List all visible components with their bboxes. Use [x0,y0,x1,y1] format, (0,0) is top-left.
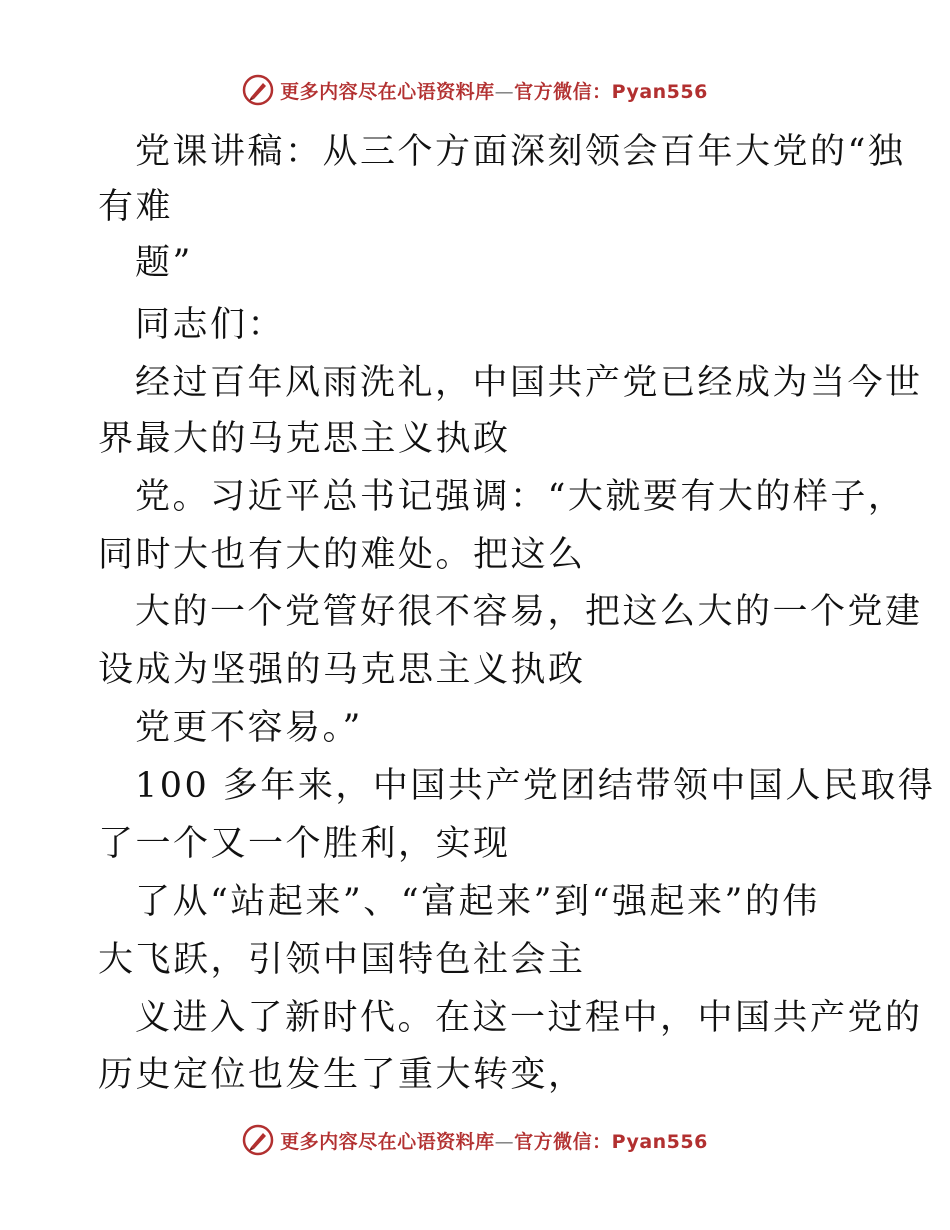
paragraph-line: 大飞跃，引领中国特色社会主 [98,940,586,980]
watermark-wechat-id: Pyan556 [611,1130,708,1153]
footer-watermark [0,1120,950,1160]
paragraph-line: 义进入了新时代。在这一过程中，中国共产党的 [135,998,923,1038]
watermark-wechat-label: 官方微信： [514,1130,612,1153]
salutation: 同志们： [135,305,286,345]
watermark-text [280,77,708,104]
watermark-title: 更多内容尽在心语资料库 [280,80,495,103]
watermark-separator: — [494,1130,515,1153]
paragraph-line: 经过百年风雨洗礼，中国共产党已经成为当今世 [135,363,923,403]
pen-seal-icon [242,1124,274,1156]
document-title-line-2: 有难 [98,187,174,227]
paragraph-line: 设成为坚强的马克思主义执政 [98,650,586,690]
pen-seal-icon [242,74,274,106]
paragraph-line: 了一个又一个胜利，实现 [98,824,511,864]
paragraph-line: 同时大也有大的难处。把这么 [98,535,586,575]
paragraph-line: 界最大的马克思主义执政 [98,419,511,459]
paragraph-line: 100 多年来，中国共产党团结带领中国人民取得 [135,766,936,806]
document-title-line-3: 题” [135,243,193,283]
paragraph-line: 党更不容易。” [135,708,363,748]
paragraph-line: 大的一个党管好很不容易，把这么大的一个党建 [135,592,923,632]
document-title-line-1: 党课讲稿：从三个方面深刻领会百年大党的“独 [135,132,906,172]
header-watermark [0,70,950,110]
paragraph-line: 历史定位也发生了重大转变， [98,1055,586,1095]
paragraph-line: 了从“站起来”、“富起来”到“强起来”的伟 [135,882,820,922]
watermark-wechat-id: Pyan556 [611,80,708,103]
paragraph-line: 党。习近平总书记强调：“大就要有大的样子， [135,477,906,517]
watermark-text [280,1127,708,1154]
watermark-separator: — [494,80,515,103]
watermark-title: 更多内容尽在心语资料库 [280,1130,495,1153]
watermark-wechat-label: 官方微信： [514,80,612,103]
